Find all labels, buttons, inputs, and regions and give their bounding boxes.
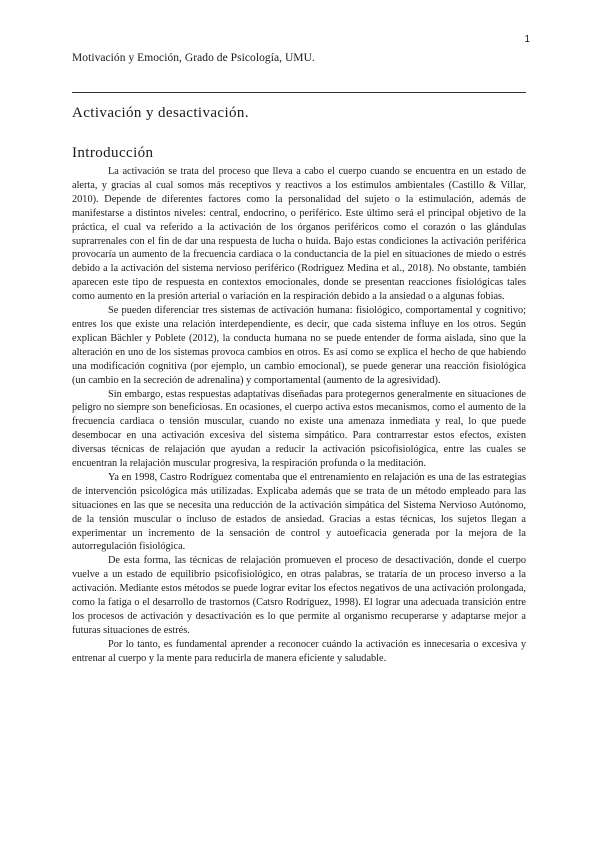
paragraph: Se pueden diferenciar tres sistemas de activación humana: fisiológico, comportamental y cognitivo; entres los que existe una relación interdependiente, es decir, que cada sistema influye en los otros. Según explican Bächler y Poblete (2012), la conducta humana no se puede entender de forma aislada, sino que la alteración en uno de los sistemas provoca cambios en otros. Es así como se explica el hecho de que habiendo una modificación cognitiva (por ejemplo, un cambio emocional), se puede generar una reacción fisiológica (un cambio en la secreción de adrenalina) y comportamental (aumento de la agresividad). [72, 305, 526, 386]
section-heading: Introducción [72, 145, 154, 161]
paragraph: Ya en 1998, Castro Rodríguez comentaba que el entrenamiento en relajación es una de las estrategias de intervención psicológica más utilizadas. Explicaba además que se trata de un método empleado para las situaciones en las que se necesita una reducción de la activación simpática del Sistema Nervioso Autónomo, de la tensión muscular o incluso de estados de ansiedad. Gracias a estas técnicas, los sujetos llegan a experimentar un incremento de la sensación de control y autoeficacia generada por la mejora de la autorregulación fisiológica. [72, 471, 526, 553]
body-text [72, 165, 526, 666]
paragraph: La activación se trata del proceso que lleva a cabo el cuerpo cuando se encuentra en un estado de alerta, y gracias al cual somos más receptivos y reactivos a los estímulos ambientales (Castillo & Villar, 2010). Depende de diferentes factores como la personalidad del sujeto o la estimulación, además de manifestarse a distintos niveles: central, endocrino, o periférico. Este último será el principal objetivo de la práctica, el cual va referido a la activación de los órganos periféricos como el corazón o las glándulas suprarrenales con el fin de dar una respuesta de lucha o huida. Bajo estas condiciones la activación periférica provocaría un aumento de la frecuencia cardiaca o la conductancia de la piel en situaciones de miedo o estrés debido a la activación del sistema nervioso periférico (Rodríguez Medina et al., 2018). No obstante, también aparecen este tipo de respuesta en contextos emocionales, donde se presentan reacciones fisiológicas tales como aumento en la presión arterial o variación en la respiración debido a la ansiedad o a algunas fobias. [72, 166, 526, 303]
header-divider [72, 92, 526, 93]
paragraph: Por lo tanto, es fundamental aprender a reconocer cuándo la activación es innecesaria o excesiva y entrenar al cuerpo y la mente para reducirla de manera eficiente y saludable. [72, 638, 526, 664]
page-number: 1 [524, 34, 530, 45]
document-title: Activación y desactivación. [72, 105, 249, 121]
running-header: Motivación y Emoción, Grado de Psicología, UMU. [72, 52, 315, 64]
paragraph: De esta forma, las técnicas de relajación promueven el proceso de desactivación, donde el cuerpo vuelve a un estado de equilibrio psicofisiológico, en otras palabras, se trataría de un proceso inverso a la activación. Mediante estos métodos se puede lograr evitar los efectos negativos de una activación prolongada, como la fatiga o el desarrollo de trastornos (Catsro Rodríguez, 1998). El lograr una adecuada transición entre los procesos de activación y desactivación es lo que permite al organismo recuperarse y adaptarse mejor a futuras situaciones de estrés. [72, 555, 526, 636]
paragraph: Sin embargo, estas respuestas adaptativas diseñadas para protegernos generalmente en situaciones de peligro no siempre son beneficiosas. En ocasiones, el cuerpo activa estos mecanismos, como el aumento de la frecuencia cardiaca o tensión muscular, cuando no existe una amenaza inmediata y real, lo que puede desembocar en una activación excesiva del sistema simpático. Para contrarrestar estos efectos, existen diversas técnicas de relajación que ayudan a reducir la activación psicofisiológica, entre las cuales se encuentran la relajación muscular progresiva, la respiración profunda o la meditación. [72, 388, 526, 470]
